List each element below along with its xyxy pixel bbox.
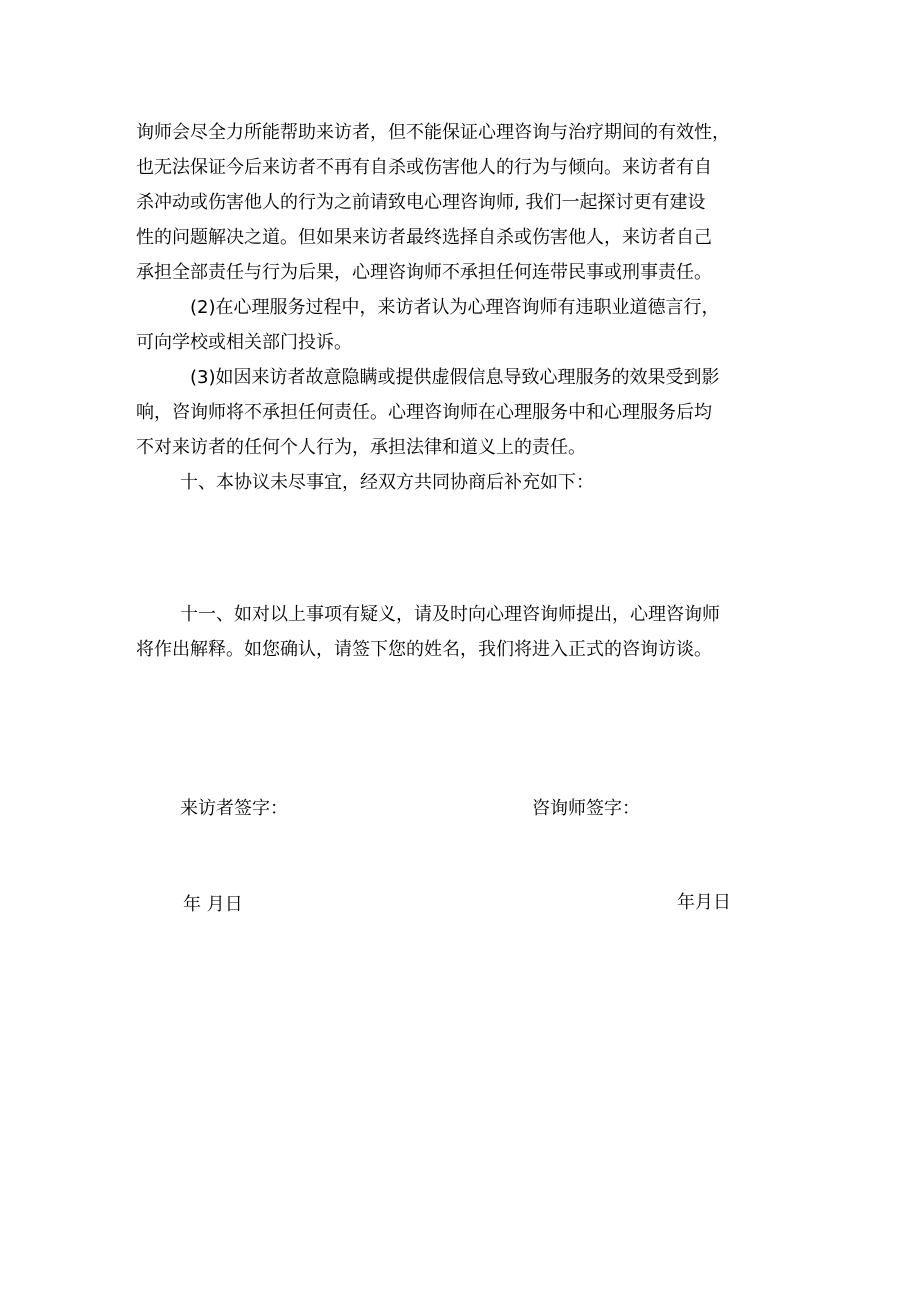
paragraph-item-2 — [136, 290, 796, 360]
text-line: 性的问题解决之道。但如果来访者最终选择自杀或伤害他人，来访者自己 — [136, 227, 712, 248]
text-line: (3)如因来访者故意隐瞒或提供虚假信息导致心理服务的效果受到影 — [190, 367, 720, 388]
paragraph-disclaimer — [136, 115, 796, 290]
paragraph-clause-10 — [136, 465, 796, 500]
counselor-signature-label: 咨询师签字： — [532, 798, 640, 819]
text-line: 承担全部责任与行为后果，心理咨询师不承担任何连带民事或刑事责任。 — [136, 262, 712, 283]
text-line: 可向学校或相关部门投诉。 — [136, 332, 352, 353]
text-line: 不对来访者的任何个人行为，承担法律和道义上的责任。 — [136, 437, 586, 458]
text-line: 也无法保证今后来访者不再有自杀或伤害他人的行为与倾向。来访者有自 — [136, 157, 712, 178]
text-line: 询师会尽全力所能帮助来访者，但不能保证心理咨询与治疗期间的有效性， — [136, 122, 730, 143]
clause-10-text: 十、本协议未尽事宜，经双方共同协商后补充如下： — [180, 472, 594, 493]
visitor-date: 年 月日 — [183, 894, 243, 915]
paragraph-item-3 — [136, 360, 796, 465]
counselor-date: 年月日 — [677, 892, 731, 913]
text-line: 十一、如对以上事项有疑义，请及时向心理咨询师提出，心理咨询师 — [180, 604, 720, 625]
paragraph-clause-11 — [136, 597, 796, 667]
visitor-signature-label: 来访者签字： — [180, 798, 288, 819]
text-line: 响，咨询师将不承担任何责任。心理咨询师在心理服务中和心理服务后均 — [136, 402, 712, 423]
text-line: (2)在心理服务过程中，来访者认为心理咨询师有违职业道德言行， — [190, 297, 720, 318]
text-line: 杀冲动或伤害他人的行为之前请致电心理咨询师, 我们一起探讨更有建设 — [136, 192, 706, 213]
text-line: 将作出解释。如您确认，请签下您的姓名，我们将进入正式的咨询访谈。 — [136, 639, 712, 660]
